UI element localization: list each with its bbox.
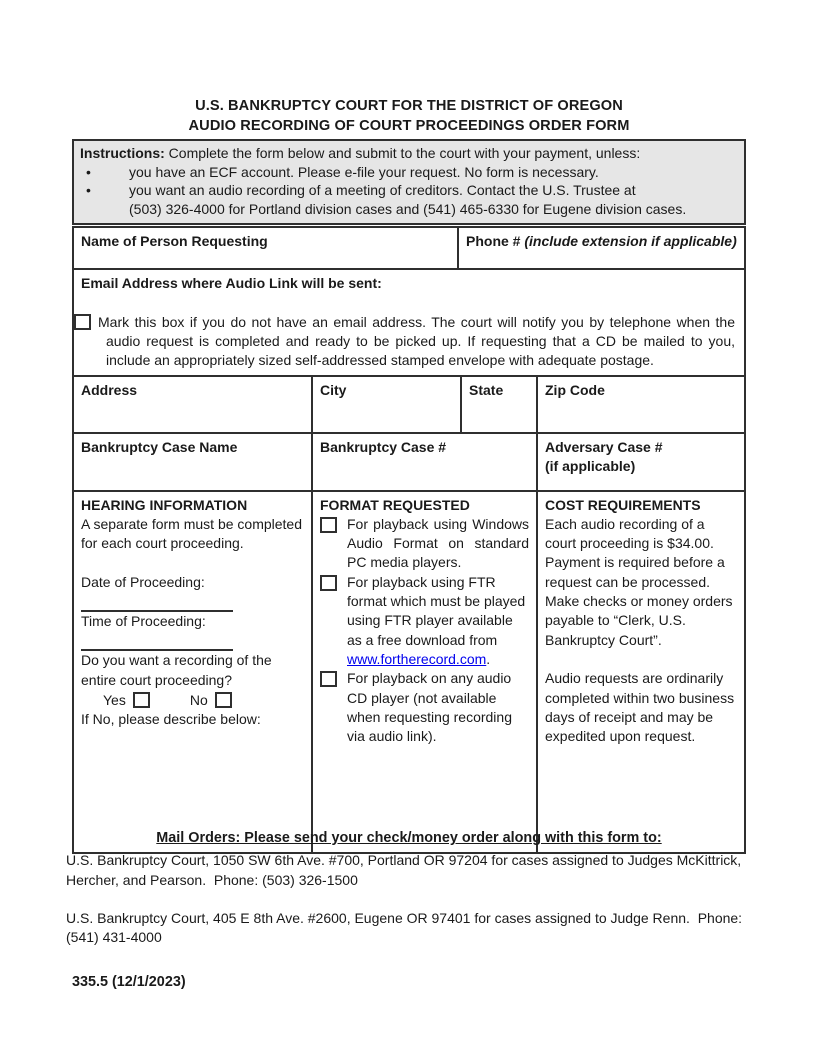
- cost-requirements-section: [538, 492, 744, 852]
- format-option-windows: [320, 515, 529, 573]
- form-table: [72, 226, 746, 853]
- format-heading: FORMAT REQUESTED: [320, 496, 470, 513]
- instruction-bullet-2-line1: you want an audio recording of a meeting of creditors. Contact the U.S. Trustee at: [129, 182, 636, 199]
- cost-heading: COST REQUIREMENTS: [545, 496, 701, 513]
- hearing-heading: HEARING INFORMATION: [81, 496, 248, 513]
- instructions-label: Instructions:: [80, 145, 165, 161]
- ftr-format-text: For playback using FTR format which must be played using FTR player available as a free download from: [347, 573, 526, 648]
- time-of-proceeding-label: Time of Proceeding:: [81, 613, 206, 630]
- form-title-line2: AUDIO RECORDING OF COURT PROCEEDINGS ORDER FORM: [188, 117, 630, 134]
- cost-paragraph-2: Audio requests are ordinarily completed within two business days of receipt and may be expedited upon request.: [545, 670, 735, 745]
- name-of-person-field[interactable]: [74, 228, 459, 268]
- instructions-intro-text: Complete the form below and submit to the court with your payment, unless:: [164, 145, 641, 161]
- bullet-icon: •: [86, 163, 91, 180]
- row-email: [74, 270, 744, 376]
- phone-note: (include extension if applicable): [524, 233, 737, 250]
- no-email-text: Mark this box if you do not have an email address. The court will notify you by telephone when the audio request is completed and ready to be picked up. If requesting that a CD be mailed to you, include an appropriately sized self-addressed stamped envelope with adequate postage.: [98, 313, 735, 369]
- date-of-proceeding-input-line[interactable]: [81, 592, 233, 612]
- yes-label: Yes: [103, 691, 126, 708]
- mail-orders-heading: Mail Orders: Please send your check/money order along with this form to:: [156, 830, 662, 846]
- adversary-case-field[interactable]: [538, 434, 744, 490]
- instruction-bullet-1: [80, 163, 738, 182]
- case-name-label: Bankruptcy Case Name: [81, 438, 238, 455]
- state-label: State: [469, 381, 504, 398]
- hearing-intro: A separate form must be completed for each court proceeding.: [81, 515, 302, 552]
- zip-field[interactable]: [538, 377, 744, 432]
- format-option-ftr: [320, 573, 529, 669]
- instructions-intro: [80, 144, 738, 163]
- case-number-label: Bankruptcy Case #: [320, 438, 447, 455]
- no-checkbox[interactable]: [215, 692, 232, 708]
- no-email-checkbox[interactable]: [74, 314, 91, 330]
- instruction-bullet-2: [80, 181, 738, 218]
- ftr-format-checkbox[interactable]: [320, 575, 337, 591]
- city-label: City: [320, 381, 347, 398]
- windows-format-checkbox[interactable]: [320, 517, 337, 533]
- fortherecord-link[interactable]: www.fortherecord.com: [347, 650, 487, 667]
- cost-paragraph-1: Each audio recording of a court proceeding is $34.00. Payment is required before a request can be processed. Make checks or money orders payable to “Clerk, U.S. Bankruptcy Court”.: [545, 515, 733, 648]
- state-field[interactable]: [462, 377, 538, 432]
- form-title: [72, 97, 746, 136]
- phone-field[interactable]: [459, 228, 744, 268]
- address-label: Address: [81, 381, 138, 398]
- address-field[interactable]: [74, 377, 313, 432]
- ftr-format-text-suffix: .: [486, 650, 491, 667]
- email-label: Email Address where Audio Link will be sent:: [81, 275, 382, 292]
- city-field[interactable]: [313, 377, 462, 432]
- name-of-person-label: Name of Person Requesting: [81, 233, 268, 250]
- case-number-field[interactable]: [313, 434, 538, 490]
- yes-no-row: [81, 691, 304, 710]
- instruction-bullet-2-line2: (503) 326-4000 for Portland division cases and (541) 465-6330 for Eugene division cases.: [129, 200, 687, 217]
- windows-format-text: For playback using Windows Audio Format on standard PC media players.: [347, 515, 529, 571]
- if-no-describe-label: If No, please describe below:: [81, 711, 261, 728]
- eugene-mailing-info: U.S. Bankruptcy Court, 405 E 8th Ave. #2600, Eugene OR 97401 for cases assigned to Judge Renn. Phone: (541) 431-4000: [66, 909, 746, 946]
- adversary-label-line2: (if applicable): [545, 457, 636, 474]
- cd-format-text: For playback on any audio CD player (not available when requesting recording via audio link).: [347, 670, 512, 745]
- row-main-sections: [74, 492, 744, 852]
- email-field[interactable]: [74, 270, 744, 374]
- cd-format-checkbox[interactable]: [320, 671, 337, 687]
- hearing-information-section: [74, 492, 313, 852]
- row-name-phone: [74, 228, 744, 270]
- row-address: [74, 377, 744, 434]
- entire-proceeding-question: Do you want a recording of the entire court proceeding?: [81, 652, 272, 688]
- format-requested-section: [313, 492, 538, 852]
- zip-label: Zip Code: [545, 381, 605, 398]
- yes-checkbox[interactable]: [133, 692, 150, 708]
- phone-label: Phone #: [466, 233, 525, 250]
- form-number: 335.5 (12/1/2023): [72, 974, 186, 990]
- mail-orders-section: [66, 829, 752, 947]
- form-title-line1: U.S. BANKRUPTCY COURT FOR THE DISTRICT OF OREGON: [195, 98, 623, 114]
- no-email-paragraph: [74, 313, 737, 371]
- row-case-info: [74, 434, 744, 492]
- portland-mailing-info: U.S. Bankruptcy Court, 1050 SW 6th Ave. #700, Portland OR 97204 for cases assigned to Judges McKittrick, Hercher, and Pearson. Phone: (503) 326-1500: [66, 852, 746, 888]
- instruction-bullet-1-text: you have an ECF account. Please e-file your request. No form is necessary.: [129, 163, 599, 180]
- time-of-proceeding-input-line[interactable]: [81, 631, 233, 651]
- bullet-icon: •: [86, 182, 91, 199]
- instructions-box: [72, 139, 746, 225]
- adversary-label-line1: Adversary Case #: [545, 438, 663, 455]
- format-option-cd: [320, 669, 529, 746]
- case-name-field[interactable]: [74, 434, 313, 490]
- no-label: No: [189, 691, 208, 708]
- date-of-proceeding-label: Date of Proceeding:: [81, 573, 205, 590]
